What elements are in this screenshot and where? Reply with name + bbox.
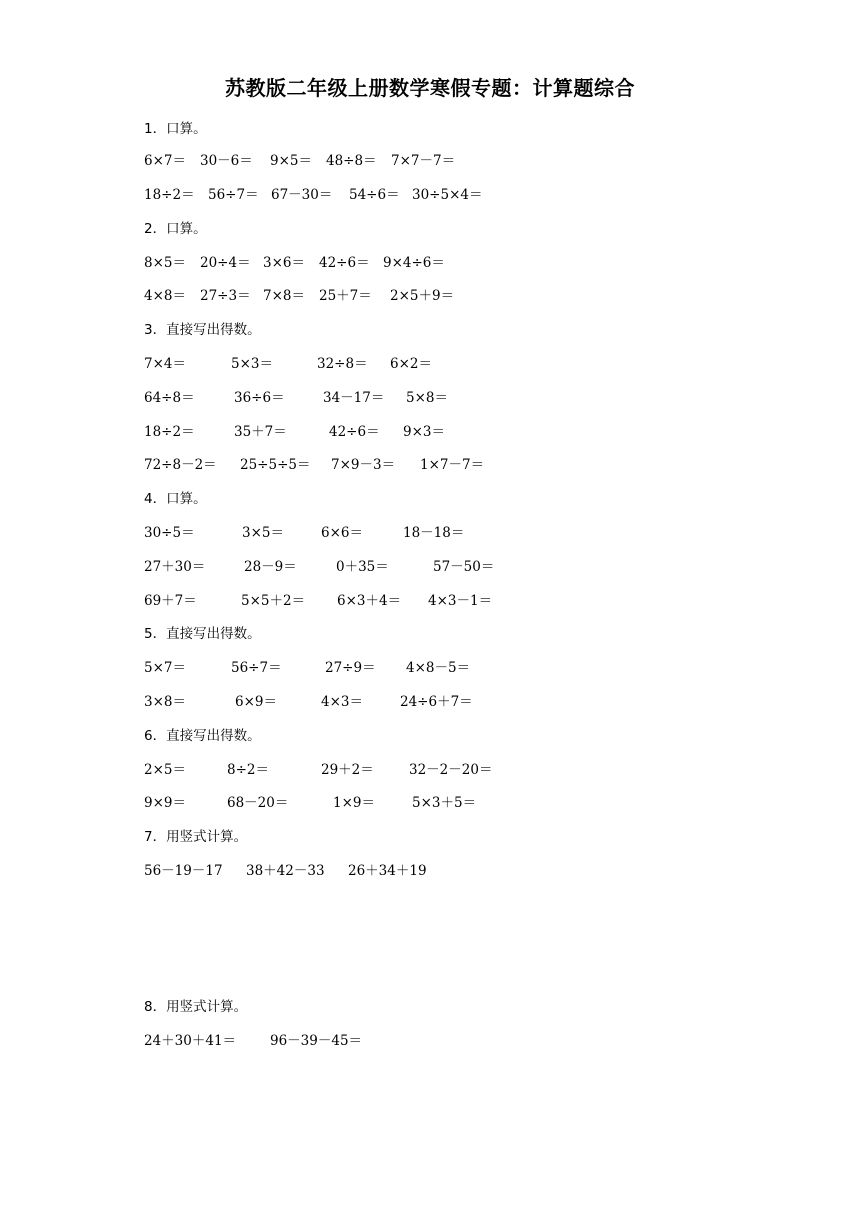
- expression: 42÷6＝: [319, 255, 370, 271]
- expression: 36÷6＝: [234, 390, 285, 406]
- expression: 69＋7＝: [144, 593, 197, 609]
- expression: 27＋30＝: [144, 559, 206, 575]
- expression: 9×3＝: [403, 424, 445, 440]
- expression: 1×9＝: [333, 795, 375, 811]
- expression: 18－18＝: [403, 525, 465, 541]
- question-heading: 4．口算。: [144, 491, 207, 507]
- question-heading: 1．口算。: [144, 121, 207, 137]
- expression: 9×9＝: [144, 795, 186, 811]
- expression: 25÷5÷5＝: [240, 457, 311, 473]
- expression: 8÷2＝: [227, 762, 269, 778]
- expression: 4×8＝: [144, 288, 186, 304]
- expression: 54÷6＝: [349, 187, 400, 203]
- expression: 29＋2＝: [321, 762, 374, 778]
- expression: 7×8＝: [263, 288, 305, 304]
- expression: 5×5＋2＝: [241, 593, 306, 609]
- expression: 4×3＝: [321, 694, 363, 710]
- expression: 48÷8＝: [326, 153, 377, 169]
- expression: 5×8＝: [406, 390, 448, 406]
- expression: 25＋7＝: [319, 288, 372, 304]
- expression: 4×8－5＝: [406, 660, 471, 676]
- expression: 67－30＝: [271, 187, 333, 203]
- expression: 9×5＝: [270, 153, 312, 169]
- question-heading: 3．直接写出得数。: [144, 322, 261, 338]
- expression: 32－2－20＝: [409, 762, 493, 778]
- expression: 7×4＝: [144, 356, 186, 372]
- expression: 56－19－17: [144, 863, 223, 879]
- expression: 7×9－3＝: [331, 457, 396, 473]
- expression: 6×6＝: [321, 525, 363, 541]
- expression: 7×7－7＝: [391, 153, 456, 169]
- expression: 30－6＝: [200, 153, 253, 169]
- expression: 64÷8＝: [144, 390, 195, 406]
- question-heading: 2．口算。: [144, 221, 207, 237]
- expression: 5×3＝: [231, 356, 273, 372]
- expression: 42÷6＝: [329, 424, 380, 440]
- question-heading: 8．用竖式计算。: [144, 999, 248, 1015]
- expression: 3×5＝: [242, 525, 284, 541]
- expression: 28－9＝: [244, 559, 297, 575]
- expression: 72÷8－2＝: [144, 457, 217, 473]
- expression: 56÷7＝: [208, 187, 259, 203]
- expression: 2×5＋9＝: [390, 288, 455, 304]
- expression: 38＋42－33: [246, 863, 325, 879]
- expression: 20÷4＝: [200, 255, 251, 271]
- expression: 35＋7＝: [234, 424, 287, 440]
- expression: 1×7－7＝: [420, 457, 485, 473]
- expression: 26＋34＋19: [348, 863, 427, 879]
- page-title: 苏教版二年级上册数学寒假专题：计算题综合: [225, 76, 635, 100]
- expression: 5×3＋5＝: [412, 795, 477, 811]
- expression: 6×9＝: [235, 694, 277, 710]
- expression: 30÷5＝: [144, 525, 195, 541]
- expression: 3×6＝: [263, 255, 305, 271]
- expression: 6×7＝: [144, 153, 186, 169]
- expression: 8×5＝: [144, 255, 186, 271]
- expression: 27÷3＝: [200, 288, 251, 304]
- question-heading: 6．直接写出得数。: [144, 728, 261, 744]
- expression: 96－39－45＝: [270, 1033, 363, 1049]
- expression: 9×4÷6＝: [383, 255, 445, 271]
- question-heading: 5．直接写出得数。: [144, 626, 261, 642]
- expression: 27÷9＝: [325, 660, 376, 676]
- expression: 68－20＝: [227, 795, 289, 811]
- expression: 6×3＋4＝: [337, 593, 402, 609]
- expression: 34－17＝: [323, 390, 385, 406]
- expression: 24＋30＋41＝: [144, 1033, 237, 1049]
- expression: 57－50＝: [433, 559, 495, 575]
- expression: 2×5＝: [144, 762, 186, 778]
- expression: 5×7＝: [144, 660, 186, 676]
- expression: 18÷2＝: [144, 424, 195, 440]
- expression: 24÷6＋7＝: [400, 694, 473, 710]
- question-heading: 7．用竖式计算。: [144, 829, 248, 845]
- expression: 6×2＝: [390, 356, 432, 372]
- expression: 32÷8＝: [317, 356, 368, 372]
- expression: 0＋35＝: [336, 559, 389, 575]
- expression: 3×8＝: [144, 694, 186, 710]
- expression: 30÷5×4＝: [412, 187, 483, 203]
- expression: 56÷7＝: [231, 660, 282, 676]
- expression: 4×3－1＝: [428, 593, 493, 609]
- expression: 18÷2＝: [144, 187, 195, 203]
